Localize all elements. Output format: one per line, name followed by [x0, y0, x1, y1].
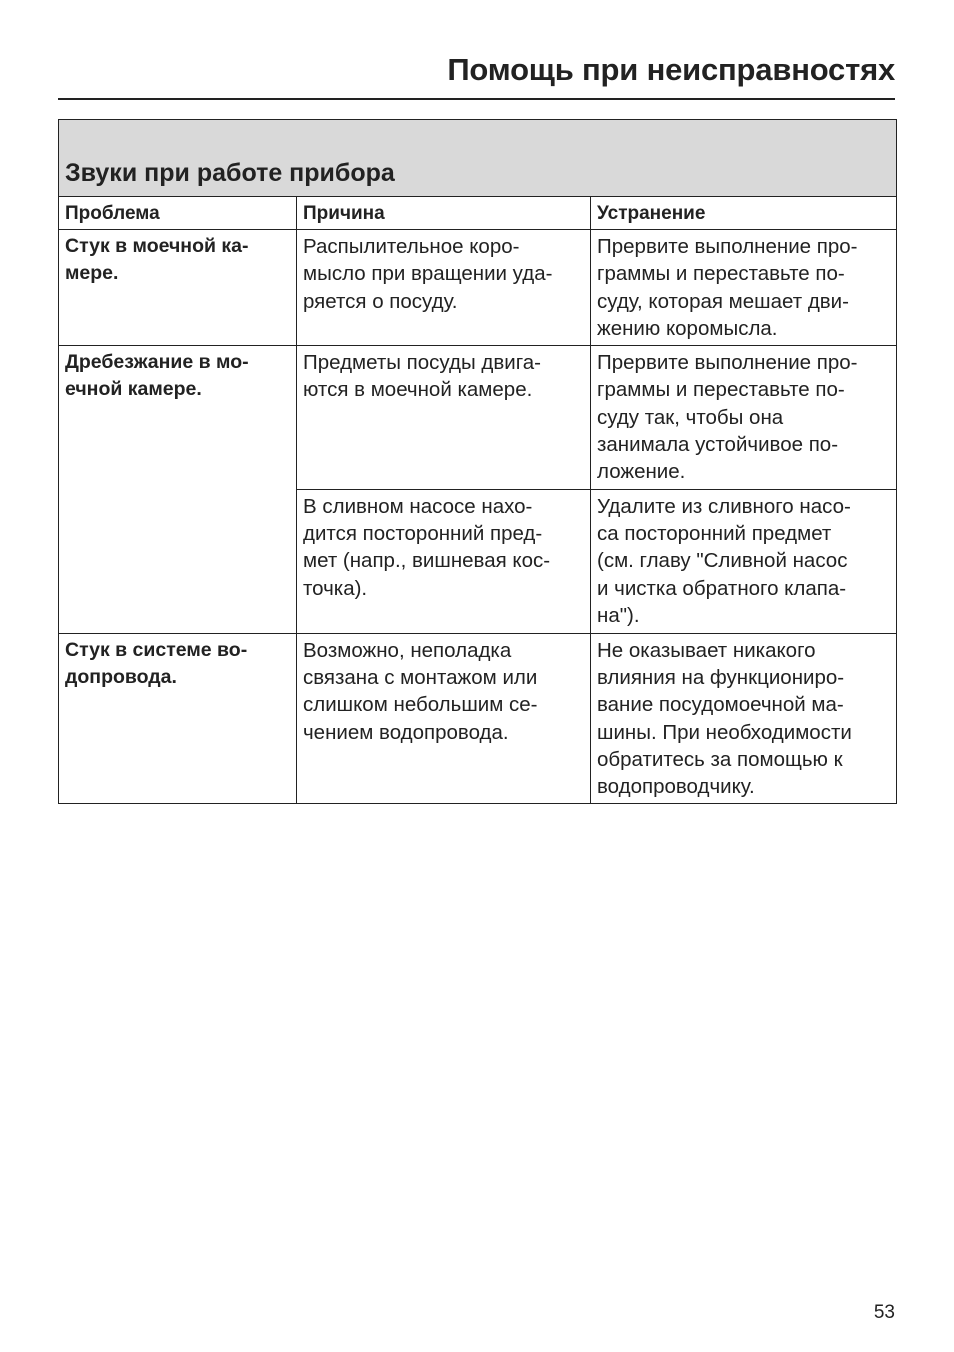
remedy-line: Прервите выполнение про- — [597, 351, 858, 375]
remedy-line: (см. главу "Сливной насос — [597, 549, 848, 573]
column-header-row — [59, 197, 897, 230]
cause-line: дится посторонний пред- — [303, 521, 543, 545]
troubleshooting-table — [58, 119, 897, 804]
remedy-line: граммы и переставьте по- — [597, 262, 845, 286]
column-header-remedy: Устранение — [591, 197, 897, 230]
remedy-line: суду так, чтобы она — [597, 405, 784, 429]
cause-line: мысло при вращении уда- — [303, 262, 553, 286]
remedy-line: влияния на функциониро- — [597, 665, 845, 689]
cause-line: связана с монтажом или — [303, 665, 538, 689]
section-title-row — [59, 120, 897, 197]
remedy-line: вание посудомоечной ма- — [597, 693, 844, 717]
remedy-line: Удалите из сливного насо- — [597, 494, 851, 518]
page-title: Помощь при неисправностях — [447, 52, 895, 87]
problem-cell — [59, 346, 297, 633]
cause-line: ряется о посуду. — [303, 289, 458, 313]
cause-cell — [297, 230, 591, 346]
problem-line: допровода. — [65, 665, 177, 688]
problem-line: ечной камере. — [65, 378, 202, 401]
remedy-cell — [591, 489, 897, 633]
remedy-line: ложение. — [597, 460, 686, 484]
remedy-line: граммы и переставьте по- — [597, 378, 845, 402]
remedy-line: са посторонний предмет — [597, 521, 832, 545]
column-header-cause: Причина — [297, 197, 591, 230]
column-header-problem: Проблема — [59, 197, 297, 230]
table-row — [59, 633, 897, 804]
cause-cell — [297, 633, 591, 804]
remedy-line: водопроводчику. — [597, 775, 755, 799]
section-title-cell — [59, 120, 897, 197]
problem-line: Стук в системе во- — [65, 638, 248, 661]
cause-line: Предметы посуды двига- — [303, 351, 541, 375]
page-number: 53 — [873, 1302, 895, 1323]
cause-cell — [297, 489, 591, 633]
remedy-cell — [591, 346, 897, 489]
problem-cell — [59, 230, 297, 346]
cause-line: чением водопровода. — [303, 720, 509, 744]
cause-line: слишком небольшим се- — [303, 693, 538, 717]
cause-line: точка). — [303, 576, 368, 600]
remedy-cell — [591, 230, 897, 346]
remedy-line: и чистка обратного клапа- — [597, 576, 847, 600]
table-row — [59, 346, 897, 489]
remedy-line: Прервите выполнение про- — [597, 235, 858, 258]
problem-cell — [59, 633, 297, 804]
remedy-line: суду, которая мешает дви- — [597, 289, 849, 313]
remedy-line: Не оказывает никакого — [597, 638, 816, 662]
problem-line: мере. — [65, 262, 119, 285]
page-header — [58, 50, 895, 100]
cause-cell — [297, 346, 591, 489]
cause-line: ются в моечной камере. — [303, 378, 533, 402]
problem-line: Стук в моечной ка- — [65, 235, 249, 257]
remedy-line: жению коромысла. — [597, 316, 778, 340]
remedy-line: занимала устойчивое по- — [597, 433, 839, 457]
problem-line: Дребезжание в мо- — [65, 351, 249, 374]
remedy-line: обратитесь за помощью к — [597, 747, 843, 771]
remedy-line: на"). — [597, 603, 640, 627]
cause-line: Распылительное коро- — [303, 235, 520, 258]
remedy-line: шины. При необходимости — [597, 720, 852, 744]
table-row — [59, 230, 897, 346]
cause-line: Возможно, неполадка — [303, 638, 512, 662]
remedy-cell — [591, 633, 897, 804]
cause-line: В сливном насосе нахо- — [303, 494, 533, 518]
cause-line: мет (напр., вишневая кос- — [303, 549, 551, 573]
section-title: Звуки при работе прибора — [65, 159, 395, 187]
